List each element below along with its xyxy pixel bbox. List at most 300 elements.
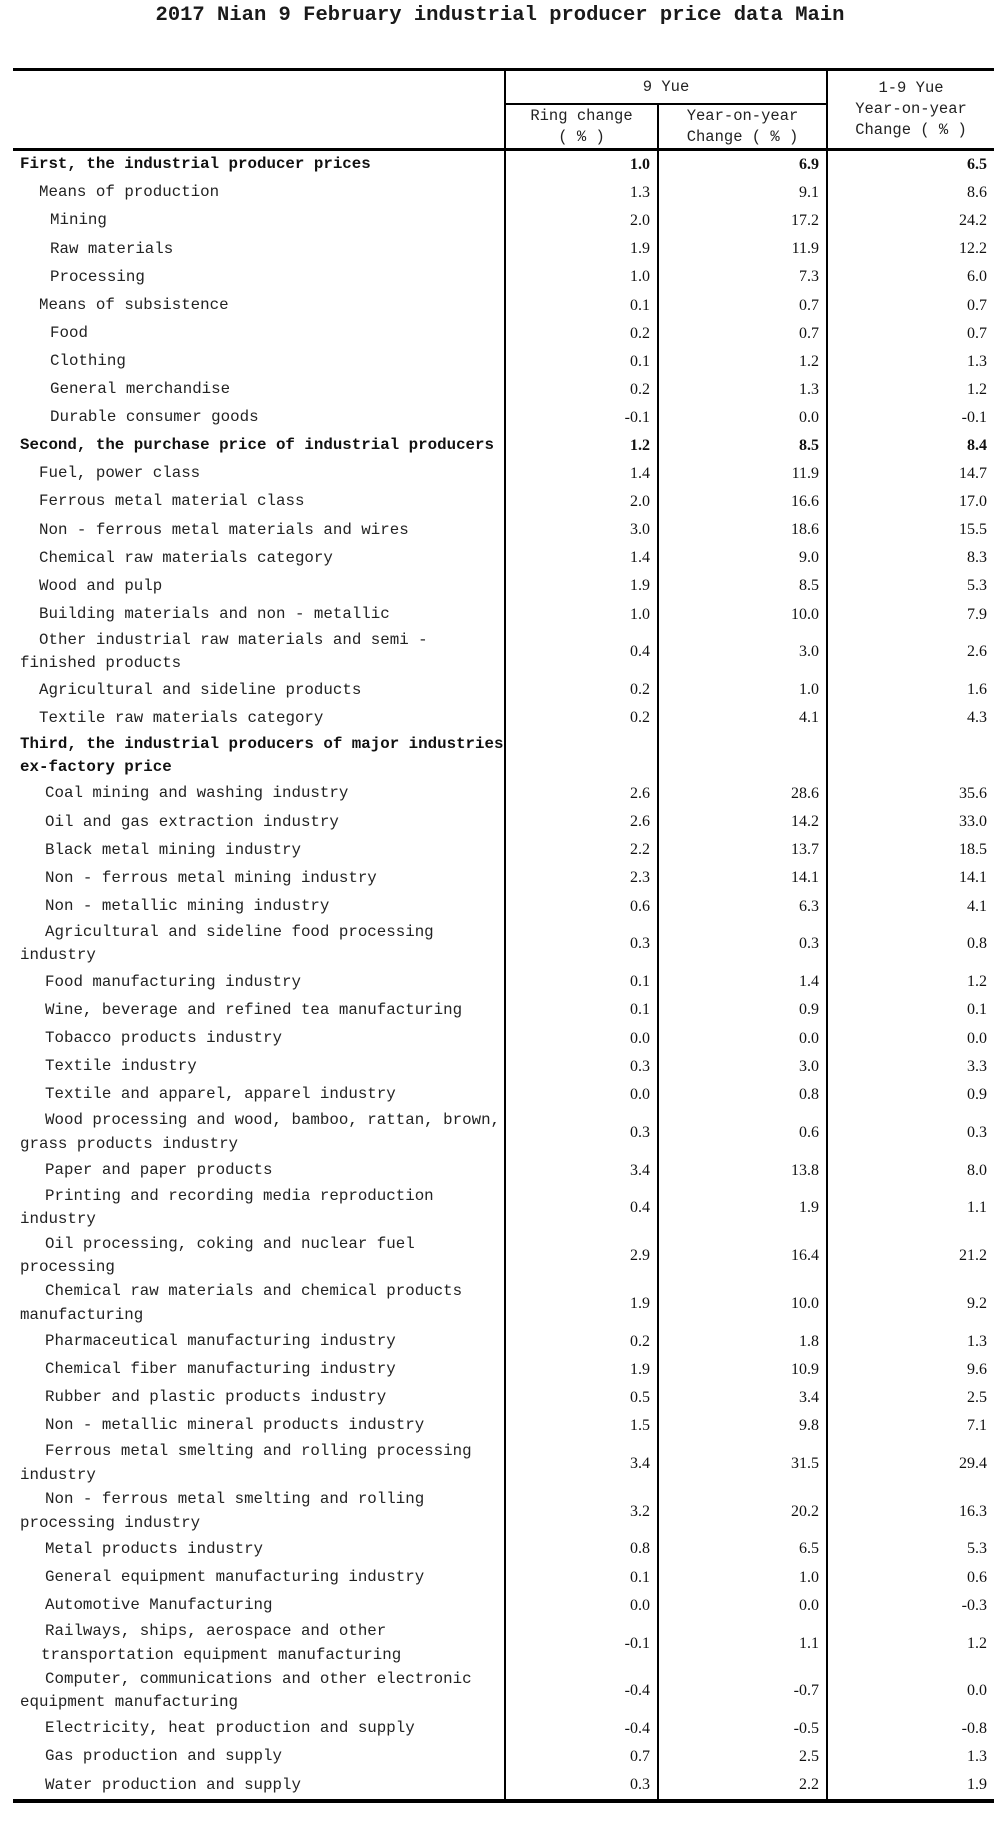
- ring-change-value: -0.4: [504, 1667, 657, 1715]
- row-label: [13, 1715, 504, 1743]
- cumulative-yoy-value: -0.8: [826, 1715, 994, 1743]
- ring-change-value: 0.2: [504, 704, 657, 732]
- row-label: [13, 808, 504, 836]
- row-label-line: Agricultural and sideline food processing: [45, 922, 434, 941]
- row-label: [13, 320, 504, 348]
- yoy-change-value: 18.6: [657, 516, 826, 544]
- yoy-change-value: 16.6: [657, 488, 826, 516]
- yoy-change-value: [657, 732, 826, 780]
- table-row: [13, 1328, 994, 1356]
- row-label-line: Raw materials: [50, 239, 174, 258]
- row-label-line: Gas production and supply: [45, 1747, 282, 1766]
- ring-change-value: 2.0: [504, 488, 657, 516]
- ring-change-value: 0.3: [504, 1053, 657, 1081]
- cumulative-yoy-value: 1.2: [826, 1620, 994, 1668]
- table-row: [13, 1109, 994, 1157]
- row-label: [13, 1412, 504, 1440]
- table-row: [13, 732, 994, 780]
- row-label-line: industry: [20, 1210, 96, 1229]
- row-label-line: grass products industry: [20, 1134, 239, 1153]
- ring-change-value: 0.3: [504, 1109, 657, 1157]
- page-title: 2017 Nian 9 February industrial producer price data Main: [155, 4, 845, 27]
- cumulative-yoy-value: 7.9: [826, 601, 994, 629]
- table-row: [13, 1771, 994, 1799]
- row-label: [13, 1356, 504, 1384]
- table-row: [13, 629, 994, 677]
- ring-change-value: 1.4: [504, 544, 657, 572]
- ring-change-value: 0.7: [504, 1743, 657, 1771]
- row-label: [13, 488, 504, 516]
- row-label-line: Textile raw materials category: [39, 708, 324, 727]
- cumulative-yoy-value: 16.3: [826, 1488, 994, 1536]
- ring-change-value: 1.2: [504, 432, 657, 460]
- row-label-line: Non - metallic mining industry: [45, 896, 330, 915]
- row-label-line: Non - ferrous metal mining industry: [45, 868, 377, 887]
- ring-change-value: 1.9: [504, 572, 657, 600]
- row-label: [13, 629, 504, 677]
- row-label: [13, 601, 504, 629]
- row-label-line: processing industry: [20, 1513, 201, 1532]
- row-label: [13, 544, 504, 572]
- cumulative-yoy-value: 0.7: [826, 320, 994, 348]
- table-row: [13, 808, 994, 836]
- yoy-change-value: 2.5: [657, 1743, 826, 1771]
- cumulative-yoy-value: 9.6: [826, 1356, 994, 1384]
- table-body: [13, 151, 994, 1803]
- ring-change-value: -0.4: [504, 1715, 657, 1743]
- ring-change-value: 3.2: [504, 1488, 657, 1536]
- table-row: [13, 1563, 994, 1591]
- yoy-change-value: 0.0: [657, 404, 826, 432]
- row-label-line: industry: [20, 1465, 96, 1484]
- header-ring-change-column: [504, 105, 657, 148]
- ring-change-value: 1.0: [504, 151, 657, 179]
- yoy-change-value: 10.0: [657, 601, 826, 629]
- cumulative-yoy-value: 2.6: [826, 629, 994, 677]
- yoy-change-value: 0.7: [657, 320, 826, 348]
- ring-change-value: 0.0: [504, 1081, 657, 1109]
- cumulative-yoy-value: 14.7: [826, 460, 994, 488]
- header-ring-line2: ( % ): [558, 127, 605, 146]
- row-label-line: Wood processing and wood, bamboo, rattan, brown,: [45, 1111, 501, 1130]
- table-row: [13, 864, 994, 892]
- cumulative-yoy-value: 0.9: [826, 1081, 994, 1109]
- header-label-spacer: [13, 71, 504, 148]
- header-yoy-line2: Change ( % ): [686, 127, 799, 146]
- row-label: [13, 1081, 504, 1109]
- table-row: [13, 320, 994, 348]
- header-cumulative-line2: Year-on-year: [855, 100, 967, 118]
- cumulative-yoy-value: [826, 732, 994, 780]
- table-row: [13, 1185, 994, 1233]
- yoy-change-value: 0.0: [657, 1025, 826, 1053]
- row-label: [13, 1592, 504, 1620]
- yoy-change-value: 1.9: [657, 1185, 826, 1233]
- cumulative-yoy-value: 33.0: [826, 808, 994, 836]
- row-label-line: Non - metallic mineral products industry: [45, 1416, 425, 1435]
- row-label: [13, 780, 504, 808]
- row-label-line: Tobacco products industry: [45, 1028, 282, 1047]
- yoy-change-value: 4.1: [657, 704, 826, 732]
- ring-change-value: 0.5: [504, 1384, 657, 1412]
- ring-change-value: 2.6: [504, 780, 657, 808]
- row-label: [13, 263, 504, 291]
- yoy-change-value: 8.5: [657, 432, 826, 460]
- row-label-line: Oil and gas extraction industry: [45, 812, 339, 831]
- yoy-change-value: 1.4: [657, 968, 826, 996]
- yoy-change-value: 13.7: [657, 836, 826, 864]
- row-label: [13, 432, 504, 460]
- yoy-change-value: 3.4: [657, 1384, 826, 1412]
- table-row: [13, 601, 994, 629]
- row-label: [13, 1328, 504, 1356]
- row-label-line: Food: [50, 323, 88, 342]
- cumulative-yoy-value: 12.2: [826, 235, 994, 263]
- cumulative-yoy-value: 0.6: [826, 1563, 994, 1591]
- row-label: [13, 207, 504, 235]
- row-label-line: First, the industrial producer prices: [20, 155, 371, 174]
- cumulative-yoy-value: 2.5: [826, 1384, 994, 1412]
- row-label-line: ex-factory price: [20, 758, 172, 777]
- row-label-line: equipment manufacturing: [20, 1693, 239, 1712]
- ring-change-value: 0.3: [504, 1771, 657, 1799]
- yoy-change-value: 0.3: [657, 921, 826, 969]
- table-row: [13, 1592, 994, 1620]
- row-label-line: Chemical raw materials category: [39, 548, 333, 567]
- table-row: [13, 968, 994, 996]
- ring-change-value: -0.1: [504, 1620, 657, 1668]
- row-label-line: Pharmaceutical manufacturing industry: [45, 1331, 396, 1350]
- ring-change-value: 0.1: [504, 996, 657, 1024]
- ring-change-value: 0.2: [504, 1328, 657, 1356]
- table-row: [13, 1280, 994, 1328]
- table-row: [13, 1156, 994, 1184]
- yoy-change-value: 20.2: [657, 1488, 826, 1536]
- yoy-change-value: 16.4: [657, 1232, 826, 1280]
- ring-change-value: 3.4: [504, 1156, 657, 1184]
- row-label: [13, 1667, 504, 1715]
- row-label-line: Paper and paper products: [45, 1160, 273, 1179]
- ring-change-value: 0.2: [504, 376, 657, 404]
- table-row: [13, 1053, 994, 1081]
- cumulative-yoy-value: 1.3: [826, 1328, 994, 1356]
- row-label: [13, 893, 504, 921]
- cumulative-yoy-value: 3.3: [826, 1053, 994, 1081]
- row-label-line: General equipment manufacturing industry: [45, 1567, 425, 1586]
- table-row: [13, 544, 994, 572]
- table-row: [13, 1488, 994, 1536]
- table-row: [13, 1081, 994, 1109]
- cumulative-yoy-value: 6.5: [826, 151, 994, 179]
- row-label-line: Electricity, heat production and supply: [45, 1719, 415, 1738]
- yoy-change-value: -0.5: [657, 1715, 826, 1743]
- table-row: [13, 151, 994, 179]
- cumulative-yoy-value: 8.4: [826, 432, 994, 460]
- cumulative-yoy-value: 8.0: [826, 1156, 994, 1184]
- ring-change-value: 1.9: [504, 235, 657, 263]
- row-label-line: Chemical fiber manufacturing industry: [45, 1360, 396, 1379]
- row-label: [13, 348, 504, 376]
- yoy-change-value: 17.2: [657, 207, 826, 235]
- table-row: [13, 1232, 994, 1280]
- table-row: [13, 263, 994, 291]
- ring-change-value: 2.9: [504, 1232, 657, 1280]
- table-row: [13, 676, 994, 704]
- ring-change-value: 2.2: [504, 836, 657, 864]
- yoy-change-value: 0.7: [657, 291, 826, 319]
- row-label-line: industry: [20, 946, 96, 965]
- table-row: [13, 460, 994, 488]
- cumulative-yoy-value: -0.1: [826, 404, 994, 432]
- yoy-change-value: 0.9: [657, 996, 826, 1024]
- table-header: [13, 68, 994, 151]
- table-row: [13, 1620, 994, 1668]
- ring-change-value: 0.1: [504, 348, 657, 376]
- cumulative-yoy-value: 6.0: [826, 263, 994, 291]
- row-label-line: Second, the purchase price of industrial producers: [20, 436, 494, 455]
- table-row: [13, 348, 994, 376]
- yoy-change-value: 2.2: [657, 1771, 826, 1799]
- row-label-line: Textile and apparel, apparel industry: [45, 1084, 396, 1103]
- table-row: [13, 836, 994, 864]
- ring-change-value: 0.6: [504, 893, 657, 921]
- header-cumulative-line3: Change ( % ): [855, 121, 967, 139]
- table-row: [13, 235, 994, 263]
- yoy-change-value: 1.0: [657, 1563, 826, 1591]
- row-label: [13, 732, 504, 780]
- row-label-line: Chemical raw materials and chemical products: [45, 1282, 463, 1301]
- table-row: [13, 404, 994, 432]
- row-label-line: Processing: [50, 267, 145, 286]
- row-label: [13, 1156, 504, 1184]
- yoy-change-value: 6.5: [657, 1535, 826, 1563]
- cumulative-yoy-value: 0.1: [826, 996, 994, 1024]
- yoy-change-value: 0.6: [657, 1109, 826, 1157]
- ring-change-value: 1.4: [504, 460, 657, 488]
- row-label: [13, 864, 504, 892]
- ring-change-value: 0.3: [504, 921, 657, 969]
- row-label-line: Computer, communications and other electronic: [45, 1669, 472, 1688]
- table-row: [13, 1743, 994, 1771]
- ring-change-value: 1.0: [504, 263, 657, 291]
- cumulative-yoy-value: 15.5: [826, 516, 994, 544]
- table-row: [13, 291, 994, 319]
- table-row: [13, 893, 994, 921]
- table-row: [13, 376, 994, 404]
- table-row: [13, 516, 994, 544]
- table-row: [13, 1412, 994, 1440]
- cumulative-yoy-value: 18.5: [826, 836, 994, 864]
- row-label: [13, 179, 504, 207]
- table-row: [13, 1440, 994, 1488]
- row-label-line: manufacturing: [20, 1305, 144, 1324]
- yoy-change-value: 7.3: [657, 263, 826, 291]
- ring-change-value: 0.1: [504, 291, 657, 319]
- row-label-line: Fuel, power class: [39, 464, 201, 483]
- header-cumulative-column: [826, 71, 994, 148]
- ring-change-value: 1.5: [504, 1412, 657, 1440]
- ring-change-value: 2.3: [504, 864, 657, 892]
- table-row: [13, 207, 994, 235]
- row-label: [13, 1109, 504, 1157]
- row-label-line: finished products: [20, 654, 182, 673]
- row-label-line: Non - ferrous metal smelting and rolling: [45, 1490, 425, 1509]
- row-label-line: Oil processing, coking and nuclear fuel: [45, 1234, 415, 1253]
- row-label: [13, 516, 504, 544]
- row-label: [13, 1563, 504, 1591]
- ring-change-value: 2.0: [504, 207, 657, 235]
- row-label: [13, 376, 504, 404]
- yoy-change-value: 3.0: [657, 629, 826, 677]
- row-label-line: Railways, ships, aerospace and other: [45, 1622, 387, 1640]
- header-month-group: [504, 71, 826, 105]
- row-label: [13, 1280, 504, 1328]
- yoy-change-value: 10.0: [657, 1280, 826, 1328]
- row-label: [13, 921, 504, 969]
- row-label: [13, 1743, 504, 1771]
- header-yoy-line1: Year-on-year: [686, 106, 799, 125]
- row-label-line: Printing and recording media reproduction: [45, 1186, 434, 1205]
- row-label: [13, 1384, 504, 1412]
- yoy-change-value: 14.2: [657, 808, 826, 836]
- price-data-table: [13, 68, 994, 1803]
- table-row: [13, 921, 994, 969]
- cumulative-yoy-value: 8.3: [826, 544, 994, 572]
- row-label: [13, 572, 504, 600]
- ring-change-value: 0.1: [504, 968, 657, 996]
- row-label-line: Automotive Manufacturing: [45, 1595, 273, 1614]
- row-label-line: Water production and supply: [45, 1775, 301, 1794]
- table-row: [13, 1384, 994, 1412]
- yoy-change-value: 11.9: [657, 235, 826, 263]
- ring-change-value: [504, 732, 657, 780]
- yoy-change-value: -0.7: [657, 1667, 826, 1715]
- yoy-change-value: 11.9: [657, 460, 826, 488]
- row-label: [13, 704, 504, 732]
- row-label-line: Coal mining and washing industry: [45, 784, 349, 803]
- table-row: [13, 1356, 994, 1384]
- table-row: [13, 572, 994, 600]
- table-row: [13, 704, 994, 732]
- cumulative-yoy-value: 24.2: [826, 207, 994, 235]
- yoy-change-value: 1.3: [657, 376, 826, 404]
- ring-change-value: 1.9: [504, 1280, 657, 1328]
- row-label-line: Ferrous metal material class: [39, 492, 305, 511]
- cumulative-yoy-value: 0.7: [826, 291, 994, 319]
- cumulative-yoy-value: 4.3: [826, 704, 994, 732]
- table-row: [13, 1715, 994, 1743]
- ring-change-value: 3.4: [504, 1440, 657, 1488]
- header-yoy-change-column: [657, 105, 826, 148]
- cumulative-yoy-value: 1.2: [826, 376, 994, 404]
- yoy-change-value: 1.2: [657, 348, 826, 376]
- yoy-change-value: 0.8: [657, 1081, 826, 1109]
- cumulative-yoy-value: 7.1: [826, 1412, 994, 1440]
- cumulative-yoy-value: 0.0: [826, 1025, 994, 1053]
- row-label: [13, 1620, 504, 1668]
- cumulative-yoy-value: 17.0: [826, 488, 994, 516]
- ring-change-value: 0.2: [504, 320, 657, 348]
- row-label-line: General merchandise: [50, 380, 231, 399]
- row-label-line: Durable consumer goods: [50, 408, 259, 427]
- cumulative-yoy-value: 9.2: [826, 1280, 994, 1328]
- cumulative-yoy-value: 0.0: [826, 1667, 994, 1715]
- cumulative-yoy-value: 5.3: [826, 572, 994, 600]
- yoy-change-value: 1.1: [657, 1620, 826, 1668]
- header-cumulative-line1: 1-9 Yue: [878, 79, 944, 97]
- yoy-change-value: 14.1: [657, 864, 826, 892]
- table-row: [13, 1535, 994, 1563]
- yoy-change-value: 8.5: [657, 572, 826, 600]
- row-label: [13, 996, 504, 1024]
- row-label-line: Black metal mining industry: [45, 840, 301, 859]
- yoy-change-value: 1.8: [657, 1328, 826, 1356]
- ring-change-value: 1.3: [504, 179, 657, 207]
- yoy-change-value: 1.0: [657, 676, 826, 704]
- row-label: [13, 151, 504, 179]
- row-label-line: Clothing: [50, 351, 126, 370]
- row-label-line: Other industrial raw materials and semi -: [39, 630, 428, 649]
- ring-change-value: 2.6: [504, 808, 657, 836]
- row-label-line: Food manufacturing industry: [45, 972, 301, 991]
- yoy-change-value: 9.0: [657, 544, 826, 572]
- cumulative-yoy-value: 1.3: [826, 1743, 994, 1771]
- ring-change-value: 1.9: [504, 1356, 657, 1384]
- row-label-line: Means of production: [39, 183, 220, 202]
- cumulative-yoy-value: 21.2: [826, 1232, 994, 1280]
- yoy-change-value: 3.0: [657, 1053, 826, 1081]
- ring-change-value: 0.4: [504, 629, 657, 677]
- cumulative-yoy-value: 0.3: [826, 1109, 994, 1157]
- row-label-line: Textile industry: [45, 1056, 197, 1075]
- row-label: [13, 235, 504, 263]
- yoy-change-value: 6.3: [657, 893, 826, 921]
- ring-change-value: 0.0: [504, 1025, 657, 1053]
- row-label-line: Building materials and non - metallic: [39, 604, 390, 623]
- row-label: [13, 1025, 504, 1053]
- row-label-line: Third, the industrial producers of major industries: [20, 734, 504, 753]
- table-row: [13, 996, 994, 1024]
- row-label: [13, 836, 504, 864]
- cumulative-yoy-value: 14.1: [826, 864, 994, 892]
- ring-change-value: 0.2: [504, 676, 657, 704]
- cumulative-yoy-value: 1.3: [826, 348, 994, 376]
- cumulative-yoy-value: 1.6: [826, 676, 994, 704]
- table-row: [13, 179, 994, 207]
- table-row: [13, 1025, 994, 1053]
- yoy-change-value: 31.5: [657, 1440, 826, 1488]
- ring-change-value: 0.8: [504, 1535, 657, 1563]
- cumulative-yoy-value: 8.6: [826, 179, 994, 207]
- header-month-group-label: 9 Yue: [642, 77, 690, 96]
- yoy-change-value: 28.6: [657, 780, 826, 808]
- ring-change-value: 3.0: [504, 516, 657, 544]
- row-label: [13, 1053, 504, 1081]
- row-label-line: Metal products industry: [45, 1539, 264, 1558]
- ring-change-value: 0.0: [504, 1592, 657, 1620]
- cumulative-yoy-value: 4.1: [826, 893, 994, 921]
- ring-change-value: -0.1: [504, 404, 657, 432]
- cumulative-yoy-value: 1.1: [826, 1185, 994, 1233]
- yoy-change-value: 10.9: [657, 1356, 826, 1384]
- ring-change-value: 1.0: [504, 601, 657, 629]
- row-label: [13, 1185, 504, 1233]
- table-row: [13, 780, 994, 808]
- row-label-line: Agricultural and sideline products: [39, 680, 362, 699]
- row-label-line: Non - ferrous metal materials and wires: [39, 520, 409, 539]
- yoy-change-value: 6.9: [657, 151, 826, 179]
- row-label-line: transportation equipment manufacturing: [41, 1645, 402, 1664]
